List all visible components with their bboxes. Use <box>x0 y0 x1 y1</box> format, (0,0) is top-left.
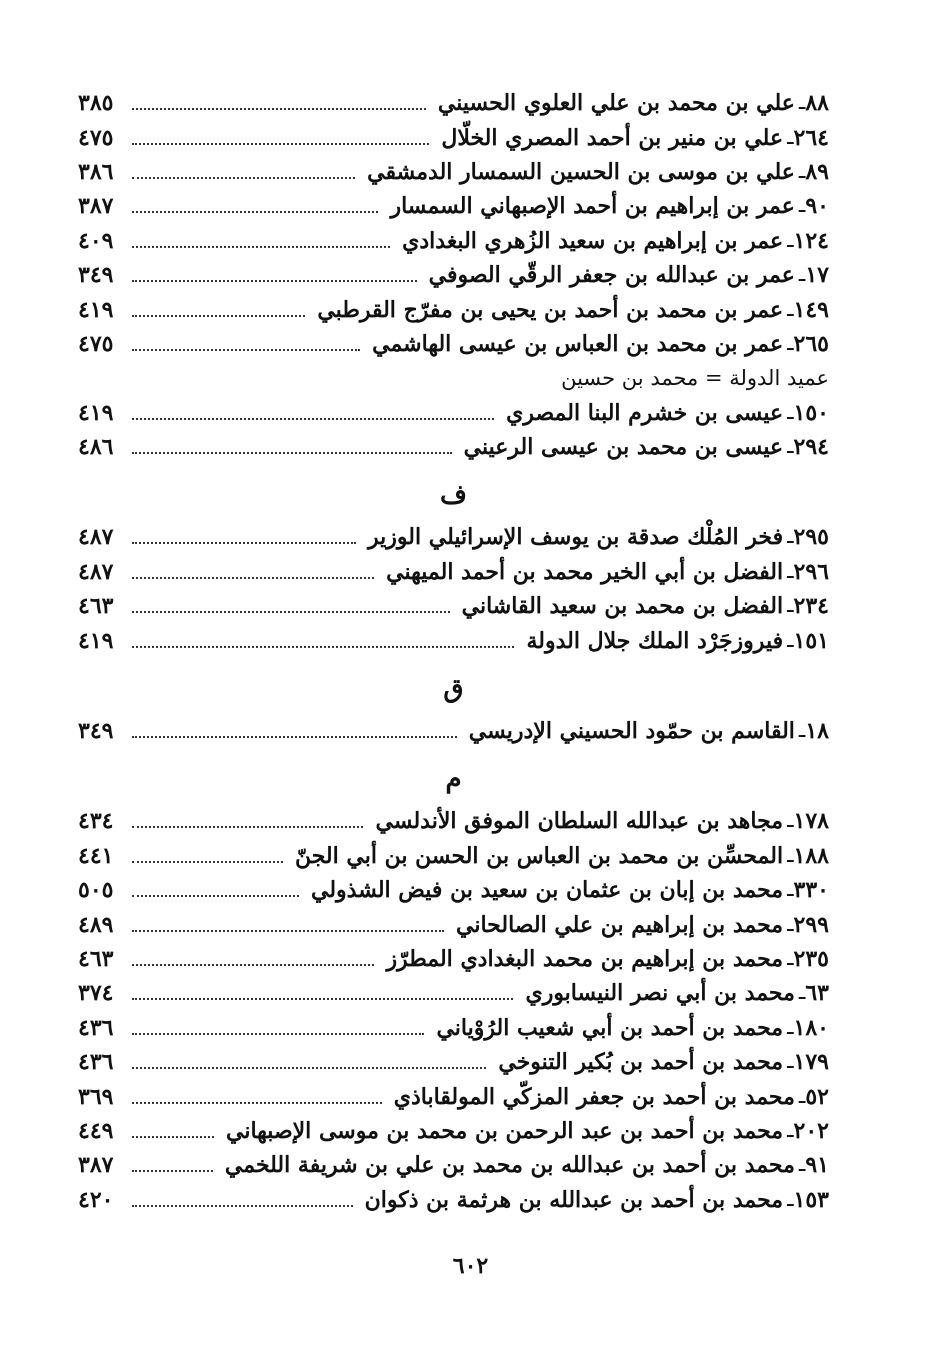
entry-separator: ـ <box>787 808 794 834</box>
entry-separator: ـ <box>787 227 794 253</box>
entry-separator: ـ <box>787 330 794 356</box>
entry-number: ٢٣٤ <box>793 593 829 620</box>
index-entry <box>78 873 829 907</box>
dot-leader <box>132 646 514 648</box>
entry-separator: ـ <box>787 124 794 150</box>
entry-number: ١٤٩ <box>793 296 829 323</box>
entry-number: ٢٩٦ <box>793 558 829 585</box>
entry-separator: ـ <box>787 1186 794 1212</box>
dot-leader <box>132 1033 424 1035</box>
entry-name: الفضل بن محمد بن سعيد القاشاني <box>461 593 784 620</box>
entry-page: ٤٨٧ <box>78 524 114 551</box>
entry-number: ١٧٩ <box>793 1049 829 1076</box>
entry-name: فيروزجَرْد الملك جلال الدولة <box>526 627 784 654</box>
index-entry <box>78 839 829 873</box>
entry-number: ٩٠ <box>805 193 829 220</box>
entry-page: ٤١٩ <box>78 627 114 654</box>
dot-leader <box>132 1102 382 1104</box>
entry-separator: ـ <box>787 434 794 460</box>
index-entry <box>78 1045 829 1079</box>
index-entry <box>78 396 829 430</box>
dot-leader <box>132 349 360 351</box>
dot-leader <box>132 108 426 110</box>
entry-number: ٢٣٥ <box>793 946 829 972</box>
entry-separator: ـ <box>787 1117 794 1143</box>
entry-separator: ـ <box>798 262 806 288</box>
entry-name: عمر بن محمد بن أحمد بن يحيى بن مفرّج القرطبي <box>317 296 784 323</box>
entry-number: ٢٩٩ <box>793 911 829 938</box>
entry-name: محمد بن إبراهيم بن علي الصالحاني <box>456 911 784 938</box>
entry-number: ١٥٠ <box>793 399 829 426</box>
dot-leader <box>132 861 283 863</box>
entry-page: ٣٤٩ <box>78 262 114 289</box>
index-entry <box>78 804 829 838</box>
entry-name: محمد بن أحمد بن جعفر المزكّي المولقاباذي <box>393 1083 795 1110</box>
entry-page: ٤٨٦ <box>78 434 114 461</box>
dot-leader <box>132 1205 353 1207</box>
entry-number: ١٥٣ <box>793 1186 829 1213</box>
dot-leader <box>132 964 374 966</box>
entry-name: محمد بن إبان بن عثمان بن سعيد بن فيض الشذولي <box>310 877 784 904</box>
entry-page: ٣٨٧ <box>78 1152 114 1179</box>
entry-number: ٢٦٤ <box>793 124 829 151</box>
entry-number: ١٨٠ <box>793 1014 829 1041</box>
dot-leader <box>132 1170 213 1172</box>
entry-number: ١٨ <box>805 718 829 745</box>
entry-name: محمد بن أحمد بن بُكير التنوخي <box>498 1049 784 1076</box>
dot-leader <box>132 1136 214 1138</box>
index-entry <box>78 327 829 361</box>
index-entry <box>78 1183 829 1217</box>
dot-leader <box>132 1067 486 1069</box>
entry-page: ٣٧٤ <box>78 980 114 1007</box>
index-section-qaf <box>78 714 829 748</box>
index-entry <box>78 120 829 154</box>
entry-separator: ـ <box>787 1014 794 1040</box>
entry-page: ٤١٩ <box>78 399 114 426</box>
index-entry <box>78 292 829 326</box>
index-section-mim <box>78 804 829 1217</box>
entry-separator: ـ <box>787 842 794 868</box>
entry-number: ٨٨ <box>805 90 829 117</box>
entry-page: ٤٤٩ <box>78 1117 114 1144</box>
entry-page: ٤١٩ <box>78 296 114 323</box>
index-section-fa <box>78 520 829 658</box>
entry-number: ٦٣ <box>805 980 829 1007</box>
entry-number: ٢٦٥ <box>793 330 829 357</box>
entry-number: ١٨٨ <box>793 842 829 869</box>
dot-leader <box>132 211 378 213</box>
entry-page: ٣٨٥ <box>78 90 114 117</box>
entry-number: ١٢٤ <box>793 227 829 254</box>
entry-separator: ـ <box>798 718 806 744</box>
entry-name: محمد بن أحمد بن أبي شعيب الرُوْياني <box>436 1014 784 1041</box>
dot-leader <box>132 177 355 179</box>
entry-page: ٤٤١ <box>78 842 114 869</box>
entry-separator: ـ <box>798 980 806 1006</box>
entry-number: ٣٣٠ <box>793 877 829 904</box>
entry-number: ٨٩ <box>805 158 829 185</box>
dot-leader <box>132 826 363 828</box>
dot-leader <box>132 280 417 282</box>
entry-number: ٢٠٢ <box>793 1117 829 1144</box>
entry-number: ١٥١ <box>793 627 829 654</box>
index-entry <box>78 258 829 292</box>
entry-number: ٢٩٥ <box>793 524 829 551</box>
dot-leader <box>132 895 299 897</box>
entry-page: ٤٨٧ <box>78 558 114 585</box>
index-entry <box>78 430 829 464</box>
entry-number: ٢٩٤ <box>793 434 829 461</box>
index-entry <box>78 942 829 976</box>
entry-name: علي بن موسى بن الحسين السمسار الدمشقي <box>367 158 795 185</box>
entry-page: ٣٤٩ <box>78 718 114 745</box>
entry-page: ٤٣٤ <box>78 808 114 835</box>
dot-leader <box>132 930 444 932</box>
entry-page: ٤٣٦ <box>78 1014 114 1041</box>
index-entry <box>78 907 829 941</box>
index-entry <box>78 555 829 589</box>
entry-name: الفضل بن أبي الخير محمد بن أحمد الميهني <box>386 558 784 585</box>
entry-page: ٤٧٥ <box>78 124 114 151</box>
index-entry <box>78 589 829 623</box>
entry-name: علي بن منير بن أحمد المصري الخلّال <box>441 124 784 151</box>
entry-separator: ـ <box>787 627 794 653</box>
dot-leader <box>132 611 450 613</box>
entry-name: عيسى بن خشرم البنا المصري <box>506 399 784 426</box>
dot-leader <box>132 418 494 420</box>
entry-separator: ـ <box>798 90 806 116</box>
entry-name: محمد بن أحمد بن عبدالله بن محمد بن علي بن شريفة اللخمي <box>224 1152 795 1179</box>
entry-number: ١٧ <box>805 262 829 289</box>
entry-page: ٣٦٩ <box>78 1083 114 1110</box>
entry-separator: ـ <box>798 193 806 219</box>
entry-name: عمر بن محمد بن العباس بن عيسى الهاشمي <box>372 330 784 357</box>
dot-leader <box>132 998 513 1000</box>
entry-separator: ـ <box>798 1152 806 1178</box>
entry-separator: ـ <box>787 558 794 584</box>
entry-name: عيسى بن محمد بن عيسى الرعيني <box>463 434 784 461</box>
dot-leader <box>132 246 390 248</box>
index-entry <box>78 623 829 657</box>
index-section-ayn-continued <box>78 396 829 465</box>
entry-page: ٤٦٣ <box>78 946 114 972</box>
entry-page: ٤٠٩ <box>78 227 114 254</box>
entry-name: محمد بن إبراهيم بن محمد البغدادي المطرّز <box>386 946 784 972</box>
index-entry <box>78 1148 829 1182</box>
dot-leader <box>132 143 429 145</box>
entry-separator: ـ <box>798 1083 806 1109</box>
section-letter-fa: ف <box>440 480 467 511</box>
entry-name: القاسم بن حمّود الحسيني الإدريسي <box>468 718 795 745</box>
entry-separator: ـ <box>798 158 806 184</box>
entry-page: ٤٦٣ <box>78 593 114 620</box>
index-entry <box>78 1011 829 1045</box>
section-letter-qaf: ق <box>443 673 464 704</box>
entry-separator: ـ <box>787 296 794 322</box>
dot-leader <box>132 736 457 738</box>
entry-name: عمر بن إبراهيم بن سعيد الزُهري البغدادي <box>402 227 784 254</box>
entry-separator: ـ <box>787 524 794 550</box>
cross-reference: عميد الدولة = محمد بن حسين <box>561 366 829 391</box>
entry-separator: ـ <box>787 399 794 425</box>
dot-leader <box>132 577 374 579</box>
entry-page: ٣٨٦ <box>78 158 114 185</box>
dot-leader <box>132 452 452 454</box>
entry-page: ٤٢٠ <box>78 1186 114 1213</box>
entry-page: ٤٨٩ <box>78 911 114 938</box>
index-entry <box>78 520 829 554</box>
index-entry <box>78 1079 829 1113</box>
entry-separator: ـ <box>787 911 794 937</box>
entry-page: ٣٨٧ <box>78 193 114 220</box>
entry-page: ٥٠٥ <box>78 877 114 904</box>
index-entry <box>78 714 829 748</box>
entry-separator: ـ <box>787 877 794 903</box>
entry-name: محمد بن أحمد بن عبدالله بن هرثمة بن ذكوان <box>364 1186 784 1213</box>
index-entry <box>78 189 829 223</box>
entry-name: عمر بن عبدالله بن جعفر الرقّي الصوفي <box>428 262 795 289</box>
dot-leader <box>132 315 305 317</box>
entry-separator: ـ <box>787 946 794 971</box>
entry-number: ٥٢ <box>805 1083 829 1110</box>
dot-leader <box>132 542 356 544</box>
entry-name: المحسِّن بن محمد بن العباس بن الحسن بن أبي الجنّ <box>294 842 784 869</box>
entry-number: ١٧٨ <box>793 808 829 835</box>
entry-separator: ـ <box>787 1049 794 1075</box>
index-entry <box>78 86 829 120</box>
entry-name: مجاهد بن عبدالله السلطان الموفق الأندلسي <box>375 808 784 835</box>
index-entry <box>78 224 829 258</box>
entry-name: محمد بن أبي نصر النيسابوري <box>525 980 795 1007</box>
index-entry <box>78 1114 829 1148</box>
entry-separator: ـ <box>787 593 794 619</box>
entry-name: عمر بن إبراهيم بن أحمد الإصبهاني السمسار <box>390 193 795 220</box>
index-section-ayn <box>78 86 829 361</box>
entry-number: ٩١ <box>805 1152 829 1179</box>
entry-page: ٤٧٥ <box>78 330 114 357</box>
section-letter-mim: م <box>445 764 462 795</box>
entry-name: محمد بن أحمد بن عبد الرحمن بن محمد بن موسى الإصبهاني <box>226 1117 784 1144</box>
entry-name: علي بن محمد بن علي العلوي الحسيني <box>437 90 795 117</box>
page-number: ٦٠٢ <box>452 1253 489 1279</box>
entry-page: ٤٣٦ <box>78 1049 114 1076</box>
index-entry <box>78 976 829 1010</box>
entry-name: فخر المُلْك صدقة بن يوسف الإسرائيلي الوزير <box>368 524 784 551</box>
index-entry <box>78 155 829 189</box>
